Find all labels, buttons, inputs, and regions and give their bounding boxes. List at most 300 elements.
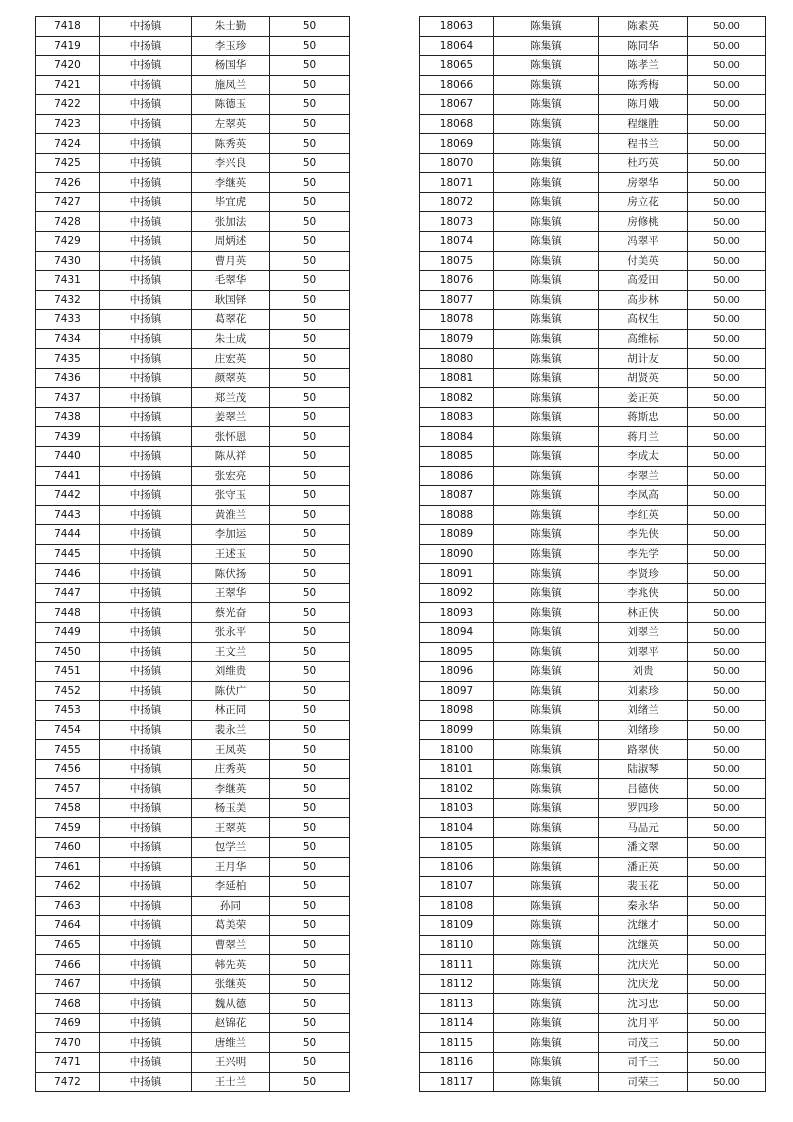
cell-number: 7446 bbox=[36, 564, 100, 584]
cell-amount: 50.00 bbox=[688, 837, 766, 857]
table-row bbox=[420, 173, 766, 193]
cell-name: 杨国华 bbox=[192, 56, 270, 76]
cell-number: 18064 bbox=[420, 36, 494, 56]
cell-town: 中扬镇 bbox=[100, 955, 192, 975]
cell-town: 陈集镇 bbox=[494, 407, 599, 427]
table-row bbox=[420, 896, 766, 916]
cell-name: 李贤珍 bbox=[599, 564, 688, 584]
cell-town: 陈集镇 bbox=[494, 974, 599, 994]
cell-name: 沈继英 bbox=[599, 935, 688, 955]
cell-name: 刘维贵 bbox=[192, 662, 270, 682]
table-row bbox=[420, 75, 766, 95]
cell-town: 陈集镇 bbox=[494, 466, 599, 486]
cell-amount: 50.00 bbox=[688, 447, 766, 467]
cell-town: 陈集镇 bbox=[494, 896, 599, 916]
cell-town: 陈集镇 bbox=[494, 857, 599, 877]
cell-name: 高步林 bbox=[599, 290, 688, 310]
table-row bbox=[420, 232, 766, 252]
cell-name: 蒋月兰 bbox=[599, 427, 688, 447]
cell-amount: 50 bbox=[270, 818, 350, 838]
cell-town: 中扬镇 bbox=[100, 407, 192, 427]
cell-number: 7428 bbox=[36, 212, 100, 232]
cell-name: 裴永兰 bbox=[192, 720, 270, 740]
cell-name: 李继英 bbox=[192, 779, 270, 799]
table-row bbox=[36, 232, 350, 252]
cell-name: 杨玉美 bbox=[192, 798, 270, 818]
cell-number: 7452 bbox=[36, 681, 100, 701]
cell-amount: 50.00 bbox=[688, 525, 766, 545]
cell-amount: 50.00 bbox=[688, 877, 766, 897]
cell-town: 陈集镇 bbox=[494, 877, 599, 897]
cell-name: 李延柏 bbox=[192, 877, 270, 897]
cell-town: 中扬镇 bbox=[100, 388, 192, 408]
table-row bbox=[36, 759, 350, 779]
cell-name: 司千三 bbox=[599, 1052, 688, 1072]
cell-number: 7429 bbox=[36, 232, 100, 252]
cell-town: 中扬镇 bbox=[100, 75, 192, 95]
cell-name: 陈伏广 bbox=[192, 681, 270, 701]
cell-amount: 50 bbox=[270, 486, 350, 506]
cell-number: 18078 bbox=[420, 310, 494, 330]
table-row bbox=[36, 56, 350, 76]
table-row bbox=[36, 290, 350, 310]
cell-town: 中扬镇 bbox=[100, 603, 192, 623]
table-row bbox=[36, 798, 350, 818]
cell-town: 陈集镇 bbox=[494, 1052, 599, 1072]
cell-number: 18076 bbox=[420, 271, 494, 291]
left-table-body bbox=[36, 17, 350, 1092]
cell-number: 18097 bbox=[420, 681, 494, 701]
cell-name: 姜正英 bbox=[599, 388, 688, 408]
cell-amount: 50 bbox=[270, 56, 350, 76]
cell-name: 房立花 bbox=[599, 192, 688, 212]
cell-town: 陈集镇 bbox=[494, 1072, 599, 1092]
table-row bbox=[36, 427, 350, 447]
cell-number: 18105 bbox=[420, 837, 494, 857]
table-row bbox=[420, 1013, 766, 1033]
cell-amount: 50 bbox=[270, 447, 350, 467]
table-row bbox=[420, 740, 766, 760]
table-row bbox=[36, 837, 350, 857]
cell-amount: 50.00 bbox=[688, 36, 766, 56]
cell-amount: 50.00 bbox=[688, 974, 766, 994]
cell-number: 7450 bbox=[36, 642, 100, 662]
cell-name: 包学兰 bbox=[192, 837, 270, 857]
cell-name: 葛翠花 bbox=[192, 310, 270, 330]
cell-number: 7425 bbox=[36, 153, 100, 173]
cell-name: 庄宏英 bbox=[192, 349, 270, 369]
cell-amount: 50.00 bbox=[688, 544, 766, 564]
cell-number: 18092 bbox=[420, 583, 494, 603]
cell-number: 7432 bbox=[36, 290, 100, 310]
cell-number: 18094 bbox=[420, 622, 494, 642]
cell-number: 18114 bbox=[420, 1013, 494, 1033]
cell-number: 18091 bbox=[420, 564, 494, 584]
cell-amount: 50.00 bbox=[688, 1033, 766, 1053]
cell-name: 陈孝兰 bbox=[599, 56, 688, 76]
cell-town: 陈集镇 bbox=[494, 388, 599, 408]
cell-name: 马品元 bbox=[599, 818, 688, 838]
cell-number: 7466 bbox=[36, 955, 100, 975]
table-row bbox=[36, 95, 350, 115]
cell-amount: 50 bbox=[270, 955, 350, 975]
table-row bbox=[36, 329, 350, 349]
cell-name: 陈从祥 bbox=[192, 447, 270, 467]
cell-number: 7469 bbox=[36, 1013, 100, 1033]
cell-number: 7437 bbox=[36, 388, 100, 408]
cell-number: 7455 bbox=[36, 740, 100, 760]
cell-amount: 50.00 bbox=[688, 251, 766, 271]
cell-number: 7436 bbox=[36, 368, 100, 388]
cell-name: 刘素珍 bbox=[599, 681, 688, 701]
cell-name: 李先学 bbox=[599, 544, 688, 564]
cell-amount: 50 bbox=[270, 95, 350, 115]
cell-town: 陈集镇 bbox=[494, 1013, 599, 1033]
cell-name: 高爱田 bbox=[599, 271, 688, 291]
cell-name: 程继胜 bbox=[599, 114, 688, 134]
cell-amount: 50.00 bbox=[688, 720, 766, 740]
cell-number: 7461 bbox=[36, 857, 100, 877]
cell-amount: 50 bbox=[270, 525, 350, 545]
cell-number: 18106 bbox=[420, 857, 494, 877]
table-row bbox=[420, 310, 766, 330]
cell-name: 赵锦花 bbox=[192, 1013, 270, 1033]
cell-amount: 50 bbox=[270, 877, 350, 897]
left-table bbox=[35, 16, 350, 1092]
cell-town: 中扬镇 bbox=[100, 701, 192, 721]
cell-amount: 50 bbox=[270, 681, 350, 701]
cell-number: 7426 bbox=[36, 173, 100, 193]
cell-amount: 50 bbox=[270, 662, 350, 682]
cell-amount: 50.00 bbox=[688, 701, 766, 721]
cell-amount: 50 bbox=[270, 798, 350, 818]
cell-name: 李先侠 bbox=[599, 525, 688, 545]
cell-amount: 50.00 bbox=[688, 583, 766, 603]
table-row bbox=[420, 486, 766, 506]
cell-amount: 50 bbox=[270, 427, 350, 447]
table-row bbox=[36, 544, 350, 564]
cell-number: 7420 bbox=[36, 56, 100, 76]
cell-name: 房翠华 bbox=[599, 173, 688, 193]
table-row bbox=[36, 662, 350, 682]
table-row bbox=[36, 916, 350, 936]
cell-town: 中扬镇 bbox=[100, 740, 192, 760]
cell-name: 司茂三 bbox=[599, 1033, 688, 1053]
cell-name: 葛美荣 bbox=[192, 916, 270, 936]
cell-number: 18068 bbox=[420, 114, 494, 134]
cell-amount: 50.00 bbox=[688, 896, 766, 916]
cell-town: 中扬镇 bbox=[100, 56, 192, 76]
table-row bbox=[36, 1013, 350, 1033]
cell-amount: 50 bbox=[270, 583, 350, 603]
cell-number: 18073 bbox=[420, 212, 494, 232]
table-row bbox=[420, 251, 766, 271]
cell-amount: 50.00 bbox=[688, 427, 766, 447]
cell-number: 18098 bbox=[420, 701, 494, 721]
cell-name: 刘翠兰 bbox=[599, 622, 688, 642]
cell-town: 陈集镇 bbox=[494, 564, 599, 584]
table-row bbox=[36, 525, 350, 545]
cell-amount: 50 bbox=[270, 310, 350, 330]
table-row bbox=[36, 583, 350, 603]
cell-number: 18100 bbox=[420, 740, 494, 760]
cell-amount: 50 bbox=[270, 349, 350, 369]
cell-amount: 50 bbox=[270, 994, 350, 1014]
cell-name: 陈同华 bbox=[599, 36, 688, 56]
cell-town: 中扬镇 bbox=[100, 134, 192, 154]
cell-number: 18083 bbox=[420, 407, 494, 427]
cell-amount: 50.00 bbox=[688, 329, 766, 349]
table-row bbox=[420, 192, 766, 212]
cell-town: 陈集镇 bbox=[494, 212, 599, 232]
cell-number: 7419 bbox=[36, 36, 100, 56]
cell-amount: 50.00 bbox=[688, 310, 766, 330]
cell-amount: 50.00 bbox=[688, 290, 766, 310]
cell-town: 陈集镇 bbox=[494, 447, 599, 467]
cell-amount: 50 bbox=[270, 1013, 350, 1033]
cell-name: 张守玉 bbox=[192, 486, 270, 506]
cell-number: 18069 bbox=[420, 134, 494, 154]
cell-town: 陈集镇 bbox=[494, 75, 599, 95]
cell-name: 张宏亮 bbox=[192, 466, 270, 486]
table-row bbox=[36, 877, 350, 897]
cell-town: 陈集镇 bbox=[494, 740, 599, 760]
cell-amount: 50.00 bbox=[688, 56, 766, 76]
cell-amount: 50 bbox=[270, 779, 350, 799]
cell-town: 中扬镇 bbox=[100, 681, 192, 701]
cell-number: 7434 bbox=[36, 329, 100, 349]
table-row bbox=[36, 192, 350, 212]
cell-name: 李兆侠 bbox=[599, 583, 688, 603]
cell-town: 中扬镇 bbox=[100, 95, 192, 115]
cell-town: 陈集镇 bbox=[494, 134, 599, 154]
cell-town: 陈集镇 bbox=[494, 622, 599, 642]
cell-amount: 50 bbox=[270, 75, 350, 95]
cell-town: 中扬镇 bbox=[100, 232, 192, 252]
table-row bbox=[36, 310, 350, 330]
cell-amount: 50.00 bbox=[688, 505, 766, 525]
cell-amount: 50.00 bbox=[688, 114, 766, 134]
cell-name: 朱士成 bbox=[192, 329, 270, 349]
table-row bbox=[420, 212, 766, 232]
cell-amount: 50.00 bbox=[688, 134, 766, 154]
table-row bbox=[420, 525, 766, 545]
cell-town: 陈集镇 bbox=[494, 701, 599, 721]
cell-name: 王兴明 bbox=[192, 1052, 270, 1072]
cell-name: 沈庆龙 bbox=[599, 974, 688, 994]
cell-number: 7457 bbox=[36, 779, 100, 799]
cell-amount: 50 bbox=[270, 290, 350, 310]
cell-amount: 50 bbox=[270, 153, 350, 173]
cell-town: 陈集镇 bbox=[494, 837, 599, 857]
cell-town: 中扬镇 bbox=[100, 583, 192, 603]
table-row bbox=[36, 134, 350, 154]
cell-amount: 50.00 bbox=[688, 1013, 766, 1033]
cell-amount: 50 bbox=[270, 271, 350, 291]
table-row bbox=[36, 486, 350, 506]
table-row bbox=[420, 564, 766, 584]
cell-amount: 50.00 bbox=[688, 564, 766, 584]
table-row bbox=[420, 329, 766, 349]
table-row bbox=[36, 153, 350, 173]
cell-number: 18115 bbox=[420, 1033, 494, 1053]
cell-town: 陈集镇 bbox=[494, 56, 599, 76]
table-row bbox=[36, 935, 350, 955]
cell-name: 曹翠兰 bbox=[192, 935, 270, 955]
table-row bbox=[420, 837, 766, 857]
cell-town: 陈集镇 bbox=[494, 310, 599, 330]
cell-town: 陈集镇 bbox=[494, 1033, 599, 1053]
cell-name: 耿国铎 bbox=[192, 290, 270, 310]
cell-amount: 50 bbox=[270, 17, 350, 37]
cell-number: 7444 bbox=[36, 525, 100, 545]
cell-amount: 50.00 bbox=[688, 642, 766, 662]
cell-number: 18111 bbox=[420, 955, 494, 975]
cell-name: 韩先英 bbox=[192, 955, 270, 975]
cell-name: 施凤兰 bbox=[192, 75, 270, 95]
cell-name: 李兴良 bbox=[192, 153, 270, 173]
cell-number: 18108 bbox=[420, 896, 494, 916]
cell-number: 7449 bbox=[36, 622, 100, 642]
table-row bbox=[420, 1052, 766, 1072]
cell-town: 陈集镇 bbox=[494, 994, 599, 1014]
right-table bbox=[419, 16, 766, 1092]
cell-amount: 50 bbox=[270, 837, 350, 857]
cell-amount: 50.00 bbox=[688, 407, 766, 427]
cell-name: 秦永华 bbox=[599, 896, 688, 916]
cell-number: 7422 bbox=[36, 95, 100, 115]
cell-name: 刘绪珍 bbox=[599, 720, 688, 740]
cell-number: 18101 bbox=[420, 759, 494, 779]
cell-amount: 50 bbox=[270, 505, 350, 525]
table-row bbox=[420, 857, 766, 877]
cell-number: 7440 bbox=[36, 447, 100, 467]
cell-town: 陈集镇 bbox=[494, 232, 599, 252]
cell-town: 中扬镇 bbox=[100, 662, 192, 682]
table-row bbox=[36, 642, 350, 662]
cell-amount: 50 bbox=[270, 114, 350, 134]
cell-amount: 50 bbox=[270, 173, 350, 193]
cell-town: 陈集镇 bbox=[494, 173, 599, 193]
cell-number: 7468 bbox=[36, 994, 100, 1014]
cell-town: 中扬镇 bbox=[100, 310, 192, 330]
cell-number: 18104 bbox=[420, 818, 494, 838]
table-row bbox=[36, 271, 350, 291]
cell-town: 中扬镇 bbox=[100, 720, 192, 740]
table-row bbox=[36, 740, 350, 760]
cell-name: 毕宜虎 bbox=[192, 192, 270, 212]
table-row bbox=[420, 935, 766, 955]
cell-name: 林正侠 bbox=[599, 603, 688, 623]
cell-name: 李凤高 bbox=[599, 486, 688, 506]
cell-town: 陈集镇 bbox=[494, 798, 599, 818]
cell-amount: 50.00 bbox=[688, 681, 766, 701]
cell-amount: 50 bbox=[270, 212, 350, 232]
cell-amount: 50 bbox=[270, 388, 350, 408]
cell-town: 陈集镇 bbox=[494, 290, 599, 310]
cell-number: 18109 bbox=[420, 916, 494, 936]
cell-number: 18063 bbox=[420, 17, 494, 37]
cell-name: 陆淑琴 bbox=[599, 759, 688, 779]
cell-town: 中扬镇 bbox=[100, 368, 192, 388]
right-table-body bbox=[420, 17, 766, 1092]
table-row bbox=[36, 994, 350, 1014]
cell-name: 裴玉花 bbox=[599, 877, 688, 897]
cell-town: 陈集镇 bbox=[494, 779, 599, 799]
table-row bbox=[420, 701, 766, 721]
cell-town: 中扬镇 bbox=[100, 994, 192, 1014]
cell-name: 付美英 bbox=[599, 251, 688, 271]
cell-number: 7430 bbox=[36, 251, 100, 271]
cell-name: 冯翠平 bbox=[599, 232, 688, 252]
cell-name: 王凤英 bbox=[192, 740, 270, 760]
cell-town: 中扬镇 bbox=[100, 486, 192, 506]
table-row bbox=[420, 779, 766, 799]
cell-name: 潘正英 bbox=[599, 857, 688, 877]
cell-number: 18117 bbox=[420, 1072, 494, 1092]
table-row bbox=[420, 662, 766, 682]
table-row bbox=[420, 642, 766, 662]
cell-amount: 50.00 bbox=[688, 95, 766, 115]
table-row bbox=[36, 368, 350, 388]
cell-name: 刘绪兰 bbox=[599, 701, 688, 721]
cell-amount: 50 bbox=[270, 642, 350, 662]
cell-amount: 50.00 bbox=[688, 388, 766, 408]
cell-number: 7441 bbox=[36, 466, 100, 486]
cell-town: 中扬镇 bbox=[100, 642, 192, 662]
table-row bbox=[36, 1033, 350, 1053]
cell-name: 沈庆光 bbox=[599, 955, 688, 975]
cell-name: 杜巧英 bbox=[599, 153, 688, 173]
cell-number: 18096 bbox=[420, 662, 494, 682]
cell-name: 李继英 bbox=[192, 173, 270, 193]
table-row bbox=[420, 427, 766, 447]
cell-number: 7427 bbox=[36, 192, 100, 212]
table-row bbox=[420, 407, 766, 427]
cell-number: 18093 bbox=[420, 603, 494, 623]
cell-amount: 50 bbox=[270, 701, 350, 721]
cell-number: 18067 bbox=[420, 95, 494, 115]
cell-town: 陈集镇 bbox=[494, 759, 599, 779]
cell-number: 18072 bbox=[420, 192, 494, 212]
cell-number: 7439 bbox=[36, 427, 100, 447]
cell-town: 中扬镇 bbox=[100, 896, 192, 916]
cell-number: 18070 bbox=[420, 153, 494, 173]
table-row bbox=[420, 603, 766, 623]
cell-number: 18084 bbox=[420, 427, 494, 447]
cell-number: 18089 bbox=[420, 525, 494, 545]
cell-town: 陈集镇 bbox=[494, 681, 599, 701]
cell-amount: 50 bbox=[270, 368, 350, 388]
cell-number: 7460 bbox=[36, 837, 100, 857]
cell-amount: 50 bbox=[270, 232, 350, 252]
cell-town: 中扬镇 bbox=[100, 622, 192, 642]
table-row bbox=[36, 407, 350, 427]
cell-town: 陈集镇 bbox=[494, 955, 599, 975]
cell-number: 18116 bbox=[420, 1052, 494, 1072]
cell-town: 中扬镇 bbox=[100, 466, 192, 486]
cell-town: 中扬镇 bbox=[100, 173, 192, 193]
cell-town: 陈集镇 bbox=[494, 271, 599, 291]
cell-town: 陈集镇 bbox=[494, 916, 599, 936]
table-row bbox=[420, 916, 766, 936]
cell-name: 沈继才 bbox=[599, 916, 688, 936]
cell-number: 7453 bbox=[36, 701, 100, 721]
cell-amount: 50 bbox=[270, 857, 350, 877]
cell-number: 7451 bbox=[36, 662, 100, 682]
cell-name: 李加运 bbox=[192, 525, 270, 545]
table-row bbox=[36, 349, 350, 369]
